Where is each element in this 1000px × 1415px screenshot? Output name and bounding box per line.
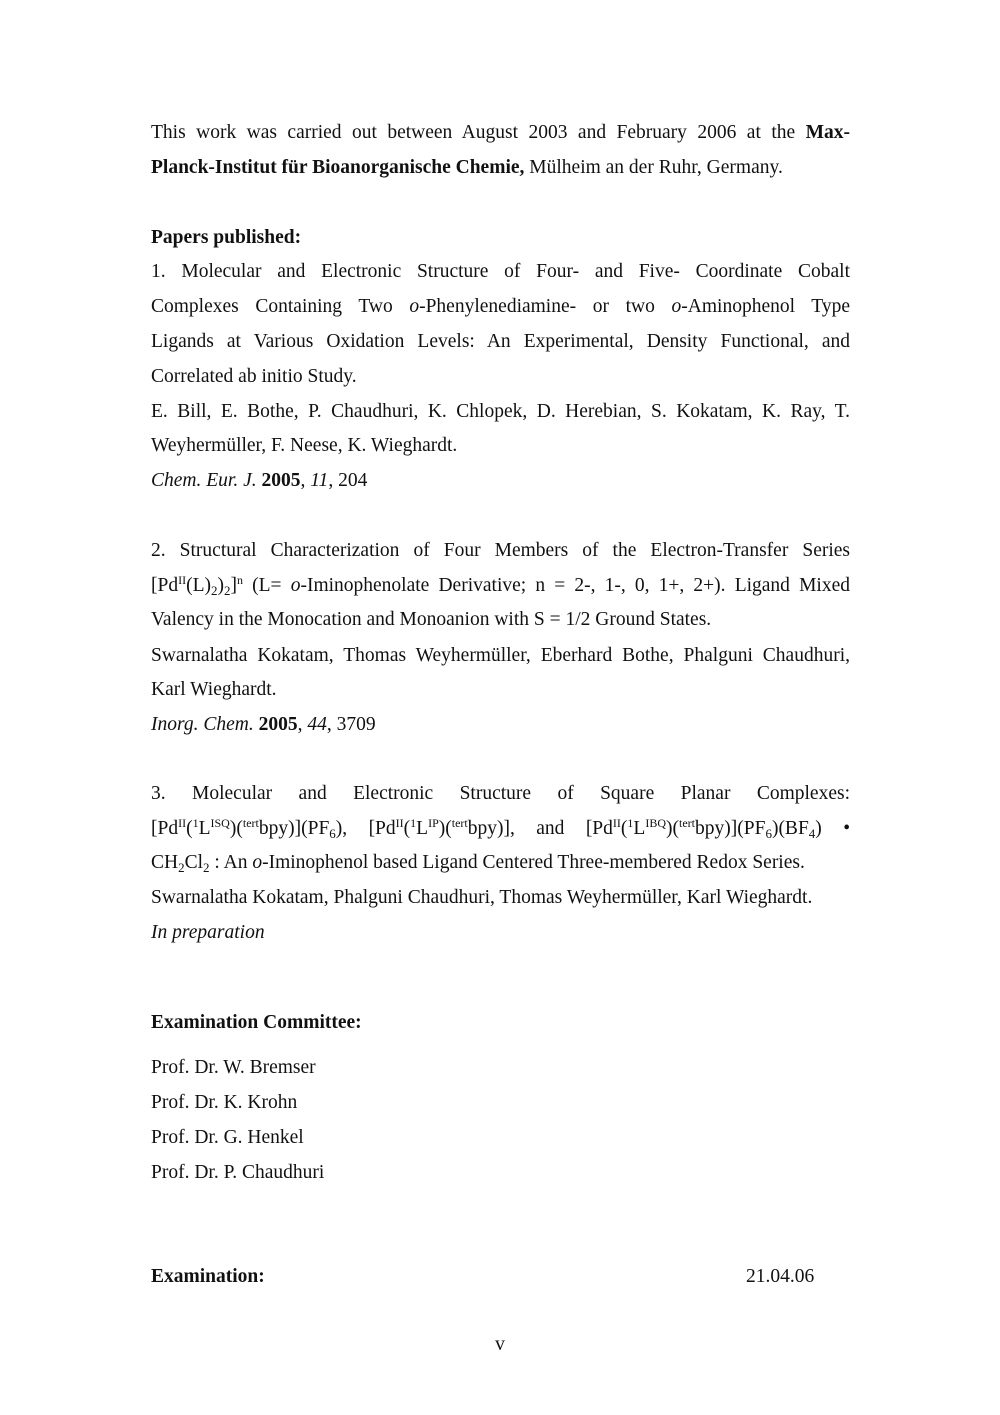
committee-heading: Examination Committee: [151,1012,362,1033]
paper3-authors: Swarnalatha Kokatam, Phalguni Chaudhuri, Thomas Weyhermüller, Karl Wieghardt. [151,887,813,908]
committee-member: Prof. Dr. P. Chaudhuri [151,1162,325,1183]
committee-member: Prof. Dr. W. Bremser [151,1057,316,1078]
paper2-title-line-3: Valency in the Monocation and Monoanion with S = 1/2 Ground States. [151,609,712,630]
paper3-formula-line: $[Pd^{II}(^1L^{ISQ})(^{tert}bpy)](PF_6)$, $[Pd^{II}(^1L^{IP})(^{tert}bpy)]$, and $[Pd^{II}(^1L^{IBQ})(^{tert}bpy)](PF_6)(BF_4)$ • [151,816,851,841]
papers-heading: Papers published: [151,227,302,248]
intro-line-2: Planck-Institut für Bioanorganische Chemie, Mülheim an der Ruhr, Germany. [151,157,783,178]
paper1-title-line-2: Complexes Containing Two o-Phenylenediamine- or two o-Aminophenol Type [151,296,851,317]
examination-date: 21.04.06 [746,1266,815,1287]
paper3-title-line-3: $CH_2Cl_2$ : An o-Iminophenol based Ligand Centered Three-membered Redox Series. [151,852,805,875]
paper2-authors-line-2: Karl Wieghardt. [151,679,277,700]
paper2-citation: Inorg. Chem. 2005, 44, 3709 [151,714,376,735]
paper1-authors-line-1: E. Bill, E. Bothe, P. Chaudhuri, K. Chlopek, D. Herebian, S. Kokatam, K. Ray, T. [151,401,850,422]
paper3-title-line-1: 3. Molecular and Electronic Structure of Square Planar Complexes: [151,783,850,804]
committee-member: Prof. Dr. G. Henkel [151,1127,304,1148]
paper2-title-line-1: 2. Structural Characterization of Four Members of the Electron-Transfer Series [151,540,850,561]
paper1-title-line-3: Ligands at Various Oxidation Levels: An Experimental, Density Functional, and [151,331,850,352]
intro-line-1: This work was carried out between August 2003 and February 2006 at the Max- [151,122,850,143]
paper1-citation: Chem. Eur. J. 2005, 11, 204 [151,470,368,491]
paper2-title-line-2: $[Pd^{II}(L)_2)_2]^n$ (L= o-Iminophenolate Derivative; n = 2-, 1-, 0, 1+, 2+). Ligand Mixed [151,573,850,598]
paper1-title-line-1: 1. Molecular and Electronic Structure of Four- and Five- Coordinate Cobalt [151,261,850,282]
paper3-status: In preparation [151,922,265,943]
examination-label: Examination: [151,1266,265,1287]
paper1-authors-line-2: Weyhermüller, F. Neese, K. Wieghardt. [151,435,458,456]
paper2-authors-line-1: Swarnalatha Kokatam, Thomas Weyhermüller, Eberhard Bothe, Phalguni Chaudhuri, [151,645,850,666]
page-number: v [495,1334,505,1355]
paper1-title-line-4: Correlated ab initio Study. [151,366,357,387]
committee-member: Prof. Dr. K. Krohn [151,1092,298,1113]
